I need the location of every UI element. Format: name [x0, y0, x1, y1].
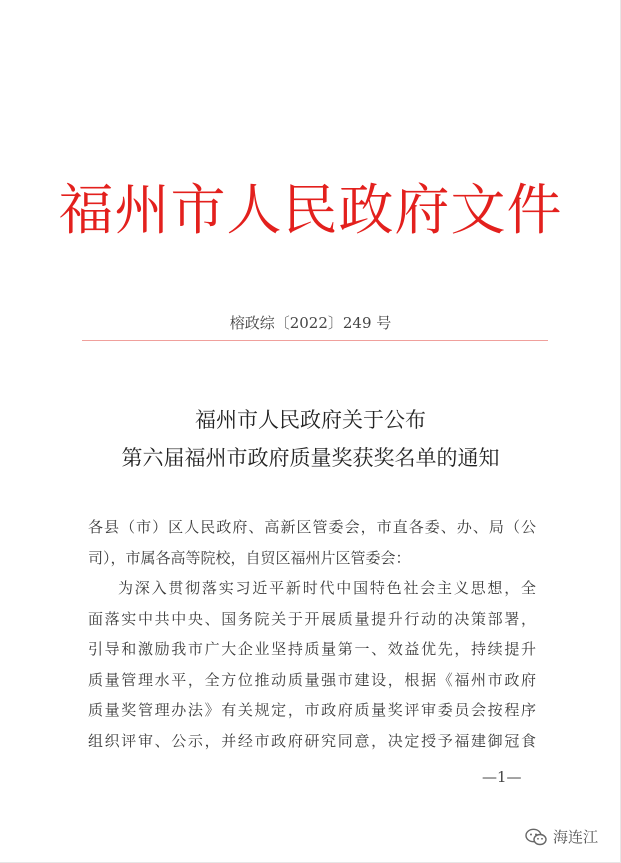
page-number: —1—	[482, 768, 522, 786]
watermark-text: 海连江	[553, 828, 599, 846]
masthead-title: 福州市人民政府文件	[58, 178, 563, 242]
addressee-line-1: 各县（市）区人民政府、高新区管委会，市直各委、办、局（公	[88, 518, 536, 536]
notice-title-line-1: 福州市人民政府关于公布	[195, 408, 426, 432]
body-text	[88, 512, 536, 756]
paragraph-line-1: 为深入贯彻落实习近平新时代中国特色社会主义思想，全	[118, 579, 536, 597]
paragraph-line-3: 引导和激励我市广大企业坚持质量第一、效益优先，持续提升	[88, 640, 536, 658]
notice-title	[0, 401, 621, 477]
paragraph-line-6: 组织评审、公示，并经市政府研究同意，决定授予福建御冠食	[88, 731, 536, 750]
paragraph-line-5: 质量奖管理办法》有关规定，市政府质量奖评审委员会按程序	[88, 701, 536, 719]
source-watermark	[525, 826, 598, 847]
addressee-line-2: 司），市属各高等院校，自贸区福州片区管委会：	[88, 548, 411, 567]
paragraph-line-2: 面落实中共中央、国务院关于开展质量提升行动的决策部署，	[88, 609, 536, 628]
document-number: 榕政综〔2022〕249 号	[229, 314, 392, 332]
notice-title-line-2: 第六届福州市政府质量奖获奖名单的通知	[121, 446, 500, 470]
paragraph-line-4: 质量管理水平，全方位推动质量强市建设，根据《福州市政府	[88, 670, 536, 689]
red-divider-line	[82, 340, 548, 341]
wechat-icon	[525, 828, 547, 846]
